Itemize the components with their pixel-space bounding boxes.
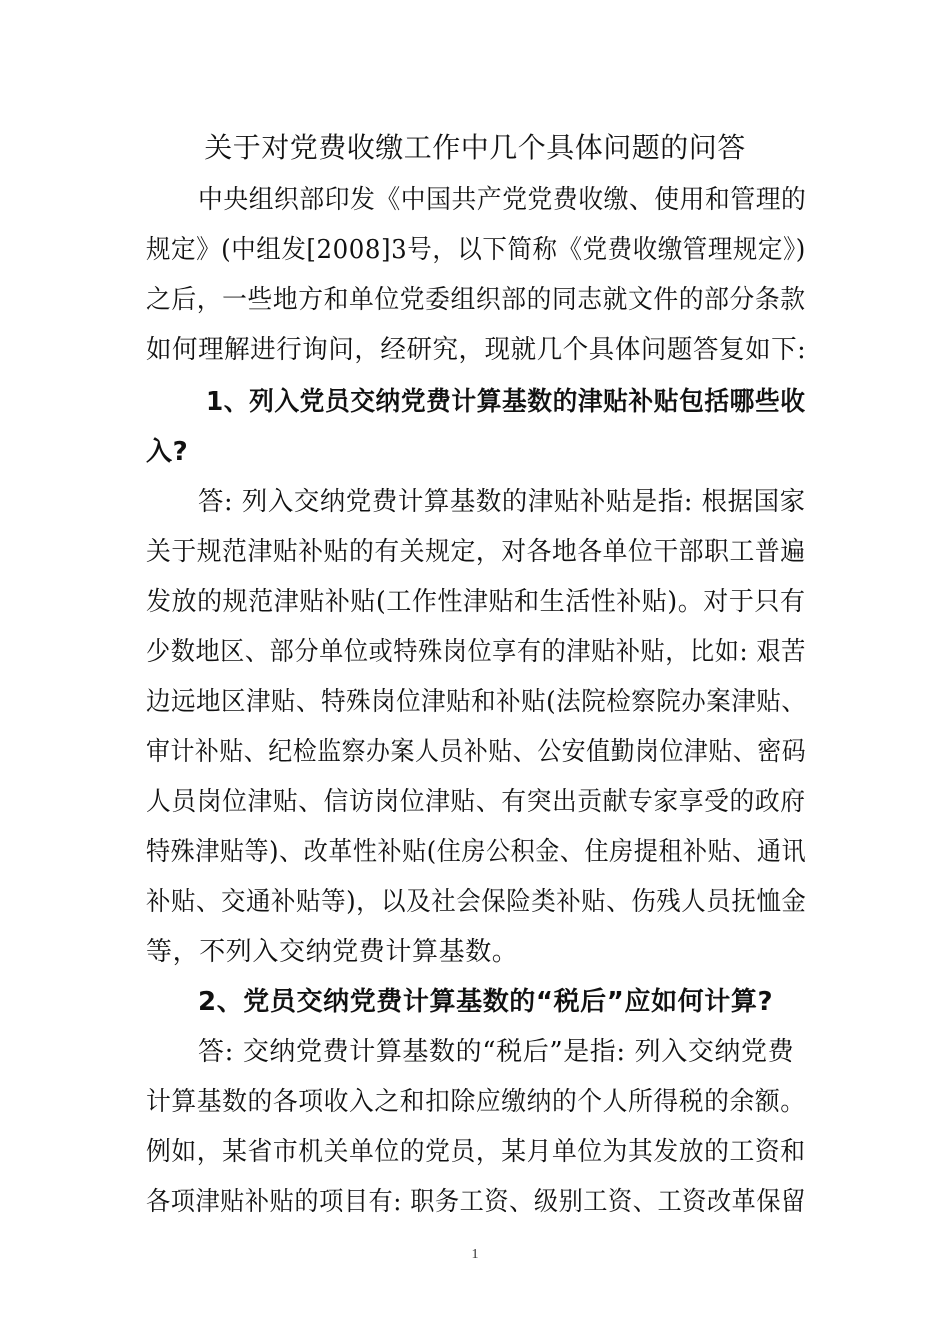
document-title: 关于对党费收缴工作中几个具体问题的问答 [204,131,746,164]
paragraph-line: 之后，一些地方和单位党委组织部的同志就文件的部分条款 [146,285,806,315]
question-heading: 入? [146,437,189,467]
question-heading: 2、党员交纳党费计算基数的“税后”应如何计算? [198,987,774,1017]
paragraph-line: 计算基数的各项收入之和扣除应缴纳的个人所得税的余额。 [146,1087,806,1117]
paragraph-line: 特殊津贴等)、改革性补贴(住房公积金、住房提租补贴、通讯 [146,837,807,867]
paragraph-line: 发放的规范津贴补贴(工作性津贴和生活性补贴)。对于只有 [146,587,806,617]
paragraph-line: 补贴、交通补贴等)，以及社会保险类补贴、伤残人员抚恤金 [146,887,807,917]
paragraph-line: 如何理解进行询问，经研究，现就几个具体问题答复如下: [146,335,807,365]
paragraph-line: 等，不列入交纳党费计算基数。 [146,937,519,967]
paragraph-line: 审计补贴、纪检监察办案人员补贴、公安值勤岗位津贴、密码 [146,737,807,767]
question-heading: 1、列入党员交纳党费计算基数的津贴补贴包括哪些收 [206,387,806,417]
paragraph-line: 边远地区津贴、特殊岗位津贴和补贴(法院检察院办案津贴、 [146,687,807,717]
page-number: 1 [471,1247,479,1262]
paragraph-line: 关于规范津贴补贴的有关规定，对各地各单位干部职工普遍 [146,537,806,567]
paragraph-line: 人员岗位津贴、信访岗位津贴、有突出贡献专家享受的政府 [146,787,806,817]
paragraph-line: 答: 交纳党费计算基数的“税后”是指: 列入交纳党费 [198,1037,795,1067]
paragraph-line: 中央组织部印发《中国共产党党费收缴、使用和管理的 [198,185,807,215]
paragraph-line: 答: 列入交纳党费计算基数的津贴补贴是指: 根据国家 [198,487,806,517]
paragraph-line: 规定》(中组发[2008]3号，以下简称《党费收缴管理规定》) [146,235,806,265]
paragraph-line: 少数地区、部分单位或特殊岗位享有的津贴补贴，比如: 艰苦 [146,637,806,667]
paragraph-line: 各项津贴补贴的项目有: 职务工资、级别工资、工资改革保留 [146,1187,806,1217]
paragraph-line: 例如，某省市机关单位的党员，某月单位为其发放的工资和 [146,1137,806,1167]
